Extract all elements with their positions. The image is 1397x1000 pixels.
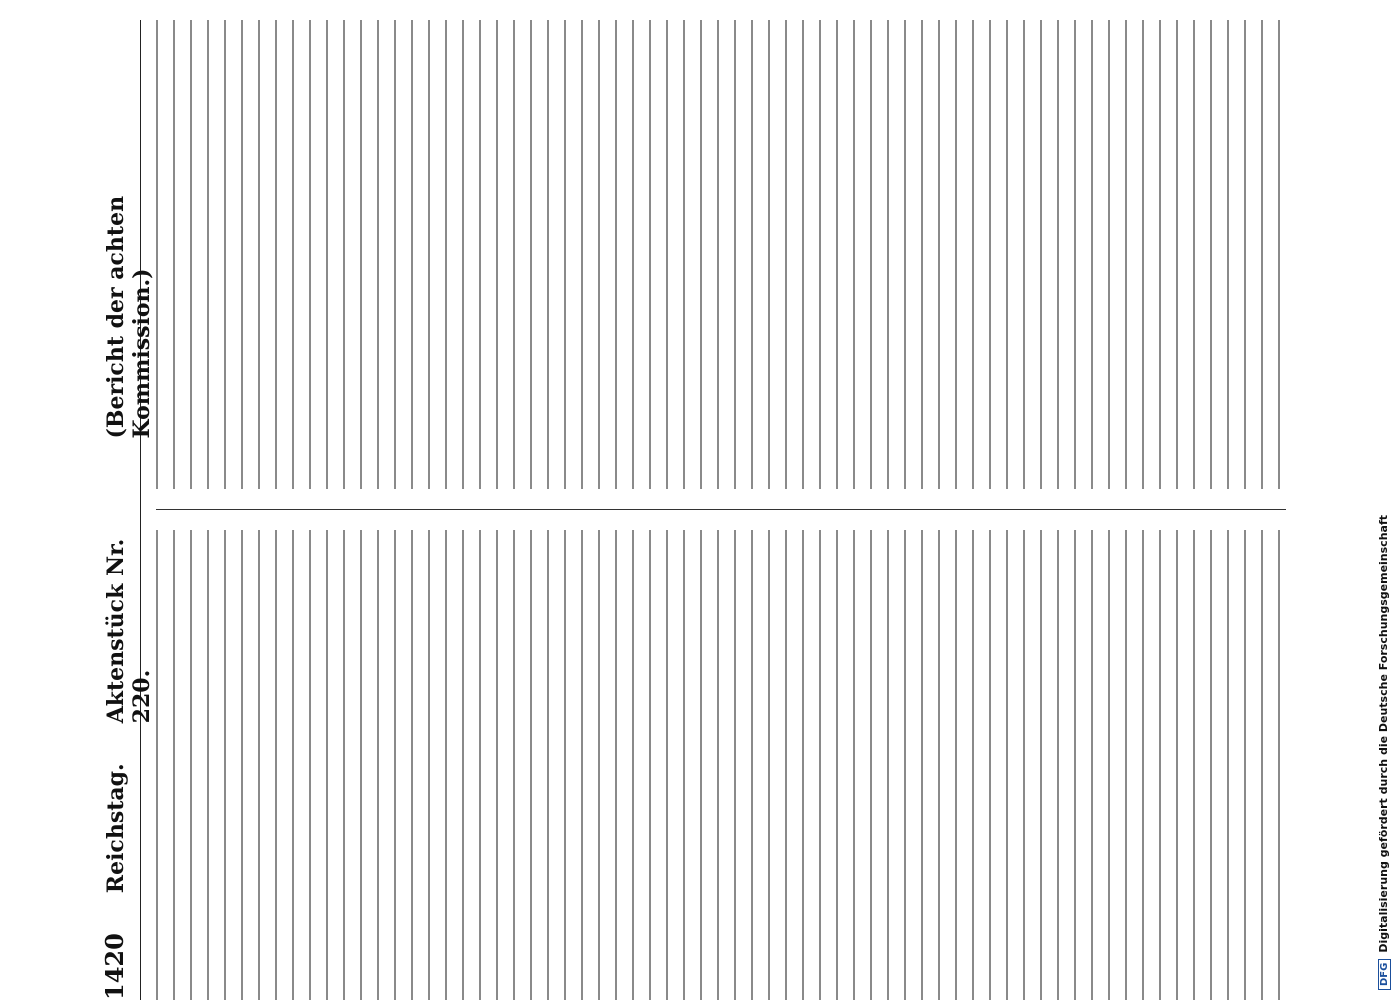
rotated-sheet: [100, 20, 1300, 1000]
column-divider: [156, 510, 1286, 511]
running-header: [100, 20, 155, 1000]
header-left: Reichstag.: [103, 763, 129, 894]
dfg-logo-icon: DFG: [1378, 959, 1391, 990]
credit-text: Digitalisierung gefördert durch die Deutsche Forschungsgemeinschaft: [1377, 514, 1390, 953]
text-columns: [156, 20, 1286, 1000]
text-column-left: [156, 531, 1286, 1000]
header-center: Aktenstück Nr. 220.: [103, 538, 155, 724]
text-column-right: [156, 20, 1286, 490]
digitization-credit: [1377, 515, 1391, 990]
page-number: 1420: [100, 933, 129, 1000]
header-right: (Bericht der achten Kommission.): [103, 195, 155, 439]
